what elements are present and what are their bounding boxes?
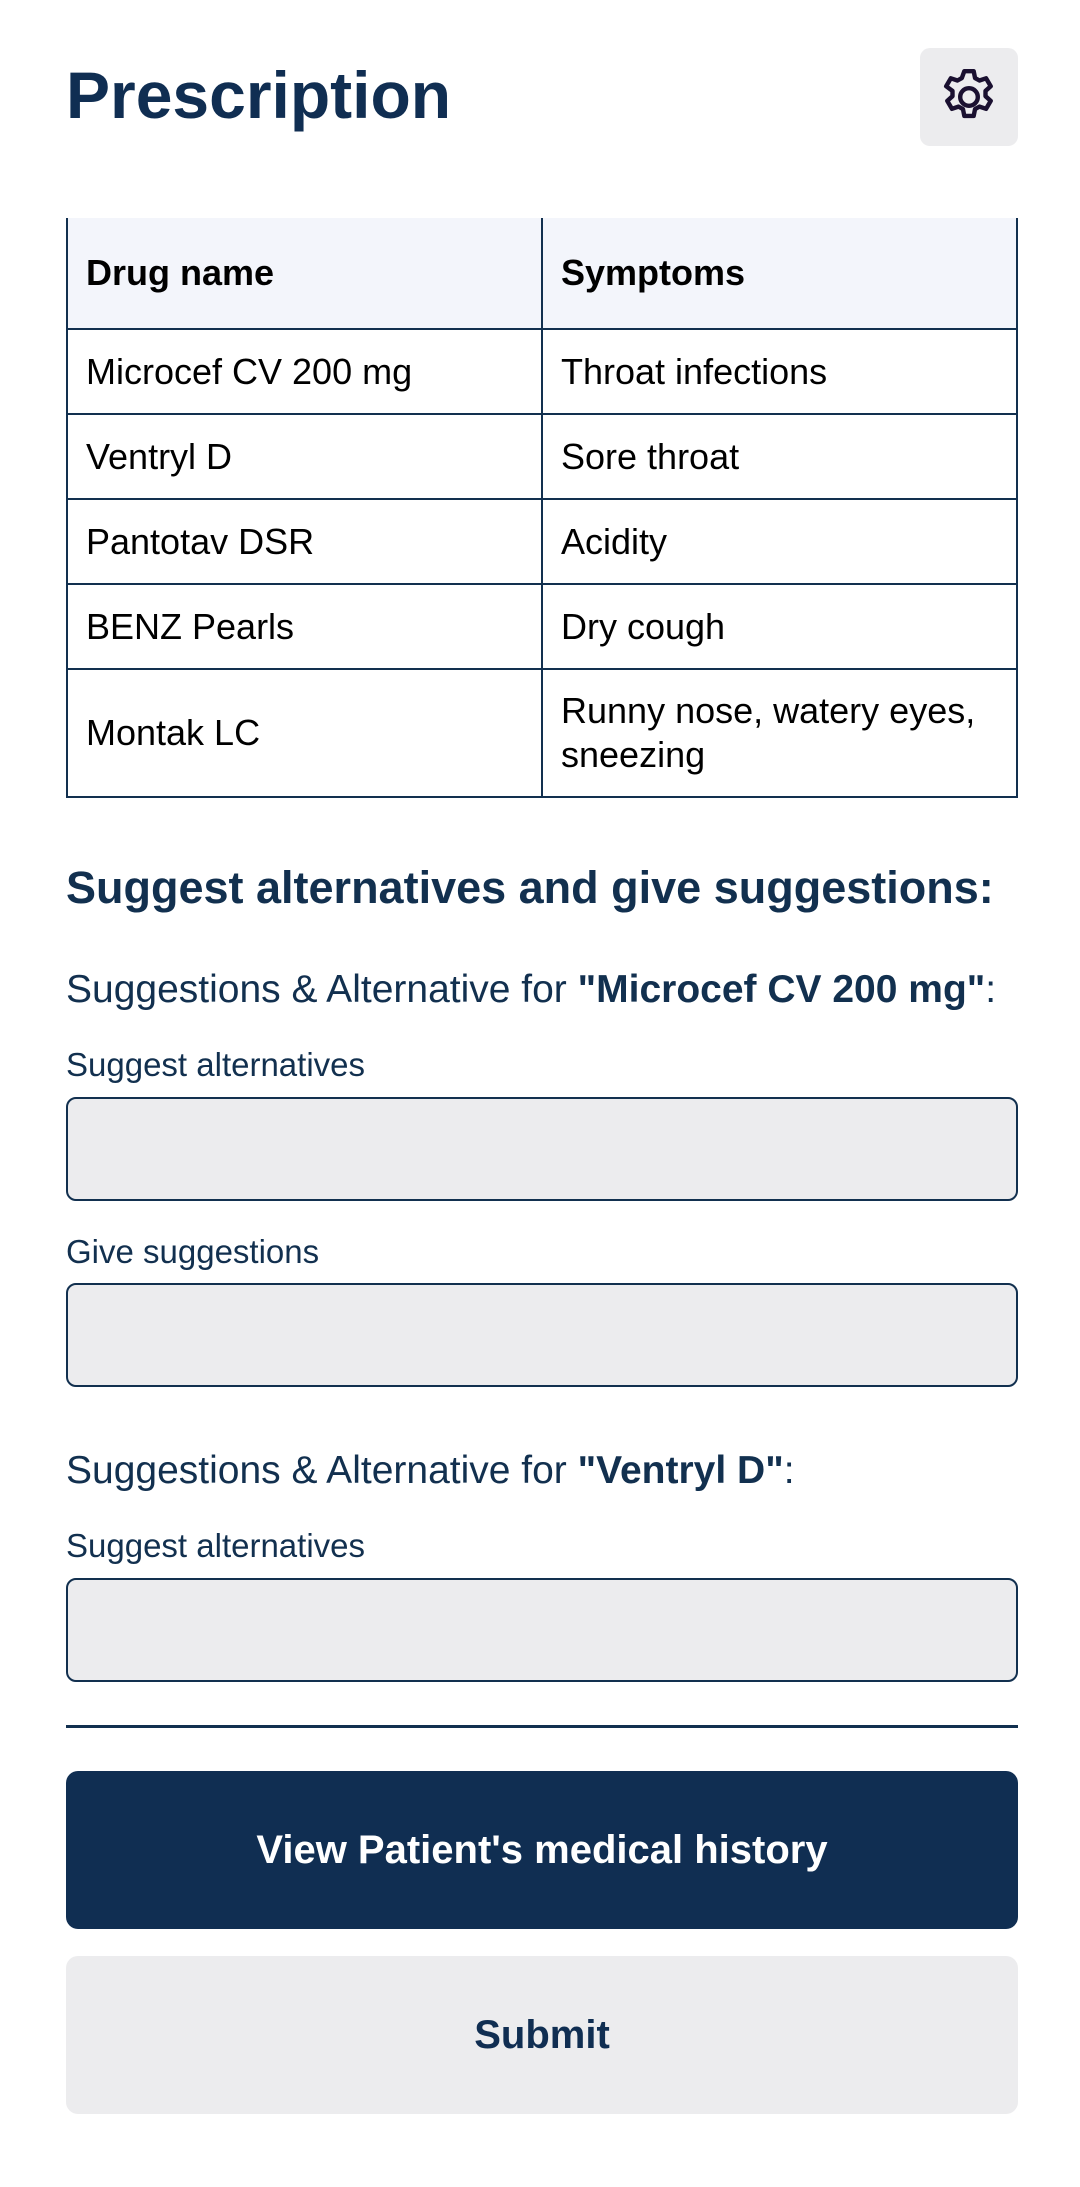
group-heading-suffix: : xyxy=(985,968,997,1011)
give-suggestions-input[interactable] xyxy=(66,1283,1018,1387)
table-header-row xyxy=(67,218,1017,329)
symptoms-cell: Sore throat xyxy=(542,414,1017,499)
suggest-alternatives-input[interactable] xyxy=(66,1578,1018,1682)
drug-name-cell: Ventryl D xyxy=(67,414,542,499)
divider xyxy=(66,1725,1018,1728)
page-title: Prescription xyxy=(66,58,452,132)
drug-name-cell: BENZ Pearls xyxy=(67,584,542,669)
suggest-alternatives-input[interactable] xyxy=(66,1097,1018,1201)
symptoms-cell: Runny nose, watery eyes, sneezing xyxy=(542,669,1017,797)
view-medical-history-button[interactable]: View Patient's medical history xyxy=(66,1771,1018,1929)
table-row xyxy=(67,499,1017,584)
suggestion-group-heading xyxy=(66,1449,795,1493)
header xyxy=(66,48,1018,148)
submit-button[interactable]: Submit xyxy=(66,1956,1018,2114)
section-title: Suggest alternatives and give suggestions: xyxy=(66,862,994,913)
suggest-alternatives-label: Suggest alternatives xyxy=(66,1527,366,1564)
suggestion-group-heading xyxy=(66,968,996,1012)
table-row xyxy=(67,584,1017,669)
symptoms-cell: Throat infections xyxy=(542,329,1017,414)
give-suggestions-label: Give suggestions xyxy=(66,1233,320,1270)
column-header-symptoms: Symptoms xyxy=(542,218,1017,329)
group-heading-prefix: Suggestions & Alternative for xyxy=(66,968,578,1011)
table-row xyxy=(67,669,1017,797)
symptoms-cell: Dry cough xyxy=(542,584,1017,669)
group-heading-suffix: : xyxy=(783,1449,795,1492)
drug-name-cell: Microcef CV 200 mg xyxy=(67,329,542,414)
drug-name-cell: Pantotav DSR xyxy=(67,499,542,584)
group-drug-name: "Ventryl D" xyxy=(577,1449,784,1492)
table-row xyxy=(67,414,1017,499)
group-heading-prefix: Suggestions & Alternative for xyxy=(66,1449,578,1492)
prescription-table xyxy=(66,218,1018,798)
group-drug-name: "Microcef CV 200 mg" xyxy=(577,968,986,1011)
settings-button[interactable] xyxy=(920,48,1018,146)
table-row xyxy=(67,329,1017,414)
symptoms-cell: Acidity xyxy=(542,499,1017,584)
gear-icon xyxy=(936,64,1002,130)
suggest-alternatives-label: Suggest alternatives xyxy=(66,1046,366,1083)
drug-name-cell: Montak LC xyxy=(67,669,542,797)
column-header-drug-name: Drug name xyxy=(67,218,542,329)
